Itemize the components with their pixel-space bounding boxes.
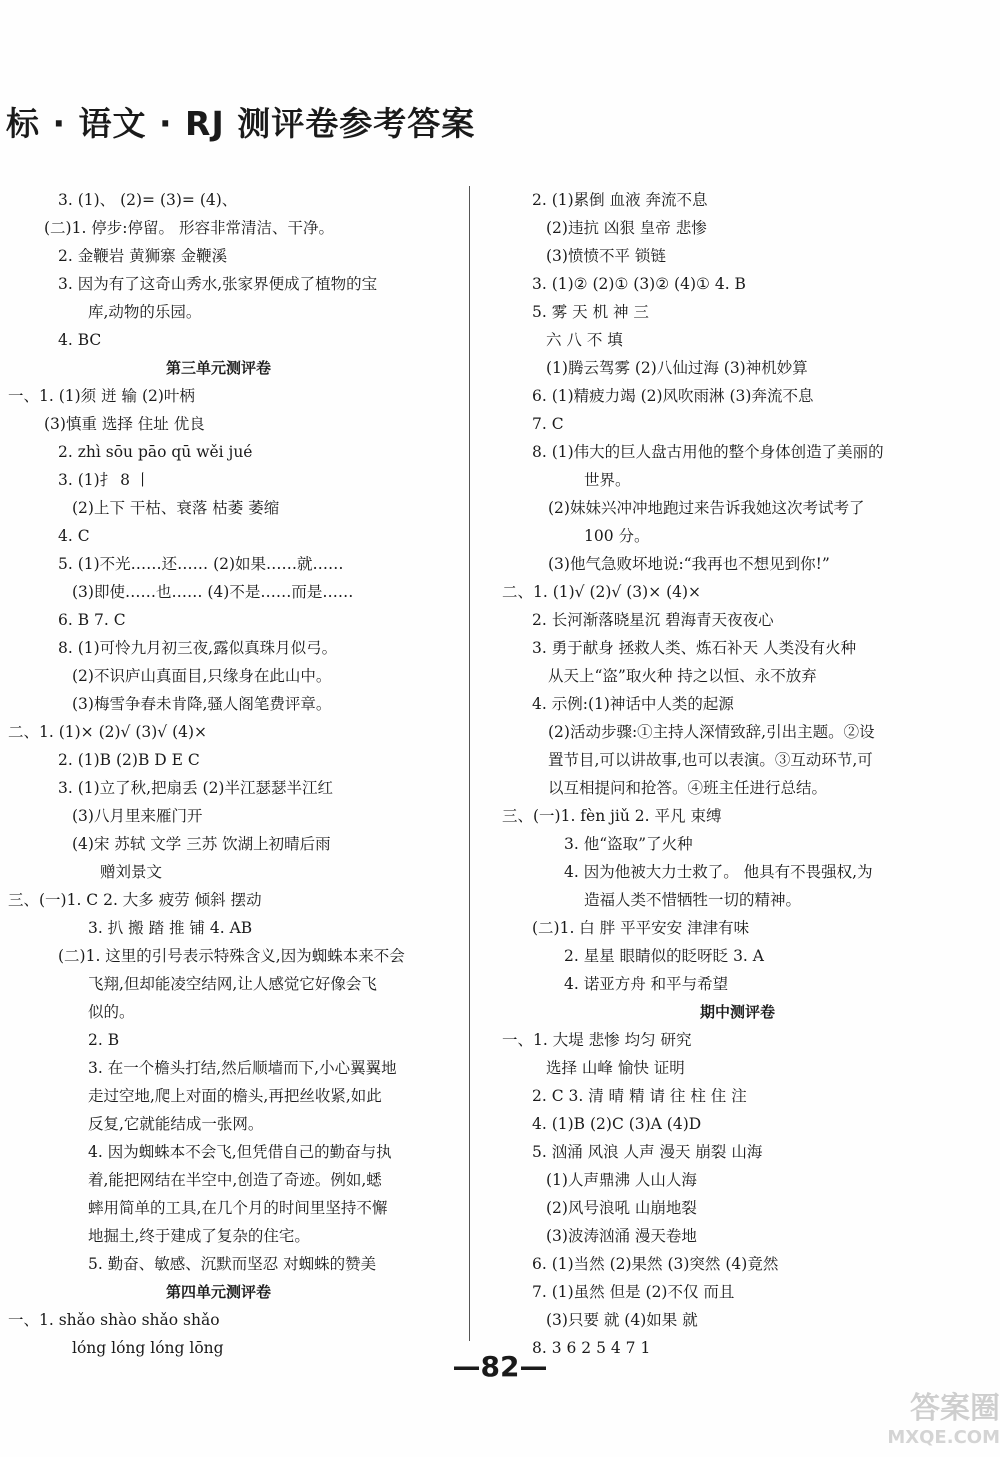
answer-line: (二)1. 停步:停留。 形容非常清洁、干净。 [44,219,334,237]
answer-line: 2. (1)累倒 血液 奔流不息 [532,191,708,209]
answer-line: 4. 因为他被大力士救了。 他具有不畏强权,为 [564,863,873,881]
answer-line: 2. B [88,1031,120,1049]
answer-line: 2. zhì sōu pāo qū wěi jué [58,443,253,461]
watermark-mark: 答案圈 [910,1391,1000,1426]
answer-line: 8. (1)可怜九月初三夜,露似真珠月似弓。 [58,639,338,657]
answer-line: (2)不识庐山真面目,只缘身在此山中。 [72,667,332,685]
answer-line: 一、1. (1)须 迸 输 (2)叶柄 [8,387,195,405]
answer-line: 置节目,可以讲故事,也可以表演。③互动环节,可 [548,751,873,769]
answer-line: 3. (1)立了秋,把扇丢 (2)半江瑟瑟半江红 [58,779,333,797]
answer-line: 三、(一)1. fèn jiǔ 2. 平凡 束缚 [502,807,722,825]
answer-line: 着,能把网结在半空中,创造了奇迹。例如,蟋 [88,1171,382,1189]
answer-line: 4. 示例:(1)神话中人类的起源 [532,695,734,713]
answer-line: 7. C [532,415,564,433]
answer-line: lóng lóng lóng lōng [72,1339,224,1357]
column-divider [469,186,470,1341]
answer-line: 8. 3 6 2 5 4 7 1 [532,1339,651,1357]
answer-line: (1)人声鼎沸 人山人海 [546,1171,697,1189]
answer-line: 二、1. (1)√ (2)√ (3)× (4)× [502,583,702,601]
answer-line: 5. 勤奋、敏感、沉默而坚忍 对蜘蛛的赞美 [88,1255,377,1273]
answer-line: 6. (1)当然 (2)果然 (3)突然 (4)竟然 [532,1255,779,1273]
answer-line: (2)上下 干枯、衰落 枯萎 萎缩 [72,499,280,517]
page-title: 标 · 语文 · RJ 测评卷参考答案 [6,104,476,143]
answer-line: 100 分。 [584,527,650,545]
answer-line: (3)只要 就 (4)如果 就 [546,1311,698,1329]
answer-line: 似的。 [88,1003,135,1021]
answer-line: (3)愤愤不平 锁链 [546,247,666,265]
answer-line: 世界。 [584,471,631,489]
watermark-domain: MXQE.COM [887,1427,1000,1448]
answer-line: 反复,它就能结成一张网。 [88,1115,264,1133]
answer-line: 2. 金鞭岩 黄狮寨 金鞭溪 [58,247,228,265]
answer-line: 3. (1)② (2)① (3)② (4)① 4. B [532,275,746,293]
answer-line: (2)违抗 凶狠 皇帝 悲惨 [546,219,707,237]
answer-line: 3. 因为有了这奇山秀水,张家界便成了植物的宝 [58,275,378,293]
answer-line: (3)他气急败坏地说:“我再也不想见到你!” [548,555,830,573]
answer-line: 4. 诺亚方舟 和平与希望 [564,975,729,993]
answer-line: 2. (1)B (2)B D E C [58,751,200,769]
answer-line: 3. 他“盗取”了火种 [564,835,693,853]
answer-line: (2)风号浪吼 山崩地裂 [546,1199,697,1217]
answer-line: 4. 因为蜘蛛本不会飞,但凭借自己的勤奋与执 [88,1143,392,1161]
answer-line: (3)波涛汹涌 漫天卷地 [546,1227,697,1245]
answer-line: 地掘土,终于建成了复杂的住宅。 [88,1227,310,1245]
answer-line: 以互相提问和抢答。④班主任进行总结。 [548,779,828,797]
answer-line: 三、(一)1. C 2. 大多 疲劳 倾斜 摆动 [8,891,262,909]
answer-line: 7. (1)虽然 但是 (2)不仅 而且 [532,1283,735,1301]
answer-line: (3)八月里来雁门开 [72,807,203,825]
answer-line: 2. 长河渐落晓星沉 碧海青天夜夜心 [532,611,774,629]
answer-line: (二)1. 这里的引号表示特殊含义,因为蜘蛛本来不会 [58,947,405,965]
answer-line: 3. 扒 搬 踏 推 铺 4. AB [88,919,253,937]
answer-line: 4. C [58,527,90,545]
answer-line: 3. 在一个檐头打结,然后顺墙而下,小心翼翼地 [88,1059,397,1077]
answer-line: (4)宋 苏轼 文学 三苏 饮湖上初晴后雨 [72,835,331,853]
answer-line: (2)妹妹兴冲冲地跑过来告诉我她这次考试考了 [548,499,865,517]
answer-line: 3. 勇于献身 拯救人类、炼石补天 人类没有火种 [532,639,857,657]
section-heading: 第三单元测评卷 [166,359,272,377]
answer-line: 一、1. shǎo shào shǎo shǎo [8,1311,220,1329]
answer-line: 6. (1)精疲力竭 (2)风吹雨淋 (3)奔流不息 [532,387,814,405]
answer-line: 飞翔,但却能凌空结网,让人感觉它好像会飞 [88,975,377,993]
answer-line: 造福人类不惜牺牲一切的精神。 [584,891,802,909]
answer-line: 5. 雾 天 机 神 三 [532,303,649,321]
answer-line: 一、1. 大堤 悲惨 均匀 研究 [502,1031,692,1049]
answer-line: (2)活动步骤:①主持人深情致辞,引出主题。②设 [548,723,875,741]
page-number: —82— [452,1350,548,1383]
section-heading: 期中测评卷 [700,1003,776,1021]
answer-column-left [8,186,460,1362]
answer-line: 从天上“盗”取火种 持之以恒、永不放弃 [548,667,817,685]
answer-line: 6. B 7. C [58,611,126,629]
answer-line: 3. (1)、 (2)= (3)= (4)、 [58,191,238,209]
answer-line: 4. (1)B (2)C (3)A (4)D [532,1115,702,1133]
answer-line: 二、1. (1)× (2)√ (3)√ (4)× [8,723,208,741]
answer-line: (3)梅雪争春未肯降,骚人阁笔费评章。 [72,695,332,713]
answer-line: 4. BC [58,331,102,349]
answer-line: 走过空地,爬上对面的檐头,再把丝收紧,如此 [88,1087,382,1105]
answer-line: 2. C 3. 清 晴 精 请 往 柱 住 注 [532,1087,747,1105]
answer-line: 5. 汹涌 风浪 人声 漫天 崩裂 山海 [532,1143,763,1161]
answer-line: (1)腾云驾雾 (2)八仙过海 (3)神机妙算 [546,359,808,377]
answer-line: 3. (1)扌 8 丨 [58,471,151,489]
answer-line: 蟀用简单的工具,在几个月的时间里坚持不懈 [88,1199,388,1217]
answer-line: 8. (1)伟大的巨人盘古用他的整个身体创造了美丽的 [532,443,884,461]
answer-line: 库,动物的乐园。 [88,303,202,321]
watermark-logo [805,1392,1000,1454]
answer-line: 六 八 不 填 [546,331,623,349]
answer-line: 5. (1)不光……还…… (2)如果……就…… [58,555,344,573]
answer-line: (二)1. 白 胖 平平安安 津津有味 [532,919,750,937]
answer-line: (3)慎重 选择 住址 优良 [44,415,205,433]
answer-column-right [502,186,972,1362]
answer-line: 赠刘景文 [100,863,163,881]
answer-line: 2. 星星 眼睛似的眨呀眨 3. A [564,947,764,965]
answer-line: (3)即使……也…… (4)不是……而是…… [72,583,354,601]
section-heading: 第四单元测评卷 [166,1283,272,1301]
answer-line: 选择 山峰 愉快 证明 [546,1059,685,1077]
